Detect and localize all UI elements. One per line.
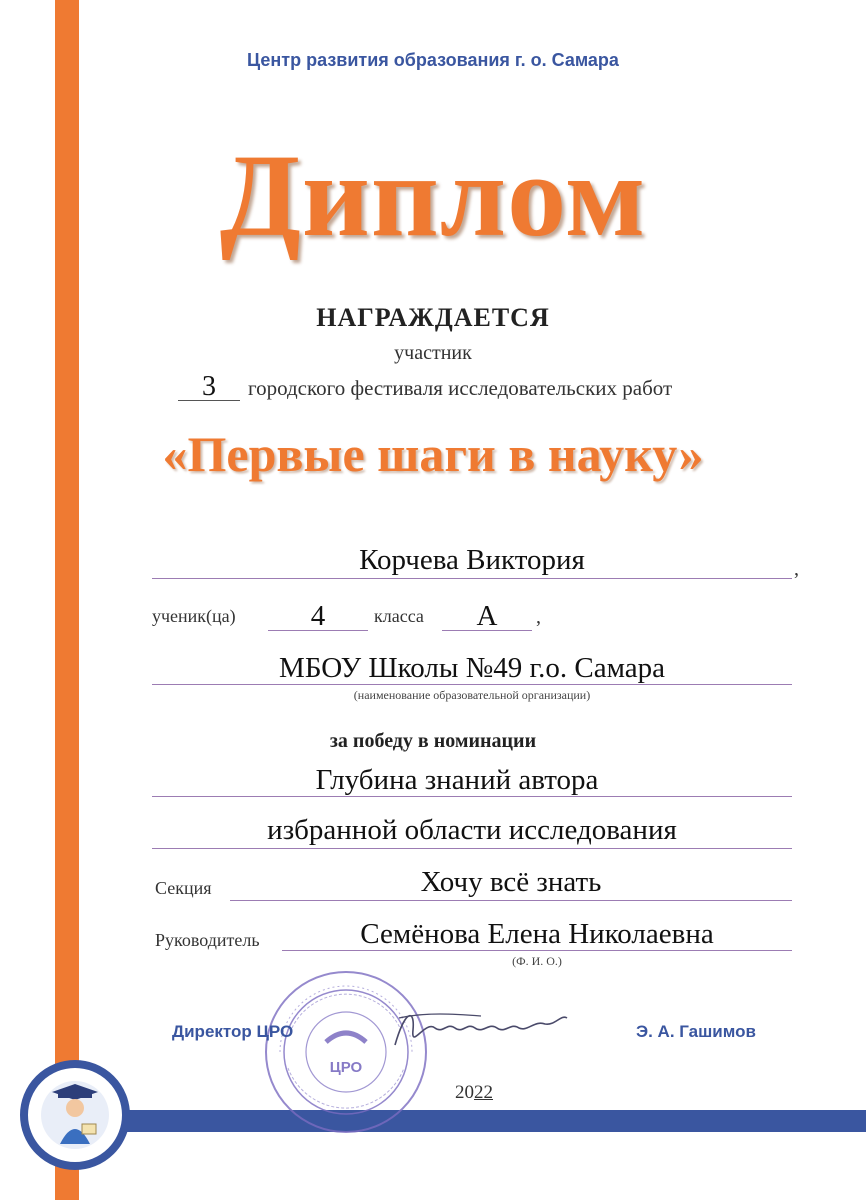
- director-name: Э. А. Гашимов: [636, 1022, 756, 1041]
- student-name-line: [152, 578, 792, 579]
- year: [455, 1082, 493, 1104]
- grade-value: 4: [310, 600, 326, 632]
- organization-header: Центр развития образования г. о. Самара: [247, 50, 619, 70]
- graduate-logo-icon: [38, 1078, 112, 1152]
- diploma-title: Диплом: [219, 130, 647, 261]
- director-signature: [385, 1000, 575, 1060]
- class-letter: А: [476, 600, 498, 632]
- nomination-line-2-rule: [152, 848, 792, 849]
- supervisor-label: Руководитель: [155, 930, 260, 950]
- director-label: Директор ЦРО: [172, 1022, 294, 1041]
- class-comma: ,: [536, 606, 541, 628]
- stamp-center-text: ЦРО: [329, 1059, 363, 1076]
- pupil-label: ученик(ца): [152, 606, 236, 626]
- festival-description: городского фестиваля исследовательских работ: [248, 376, 673, 400]
- year-prefix: 20: [455, 1082, 474, 1103]
- festival-line: [178, 371, 673, 402]
- class-line: [442, 630, 532, 631]
- awarded-heading: НАГРАЖДАЕТСЯ: [316, 303, 550, 332]
- section-value: Хочу всё знать: [420, 866, 602, 898]
- school-line: [152, 684, 792, 685]
- student-name: Корчева Виктория: [359, 544, 585, 576]
- supervisor-note: (Ф. И. О.): [512, 954, 562, 968]
- nomination-heading: за победу в номинации: [329, 730, 537, 752]
- year-suffix: 22: [474, 1082, 493, 1103]
- supervisor-name: Семёнова Елена Николаевна: [360, 918, 714, 950]
- class-label: класса: [374, 606, 424, 626]
- supervisor-line: [282, 950, 792, 951]
- section-line: [230, 900, 792, 901]
- festival-number: 3: [178, 374, 240, 401]
- blue-border-bar: [104, 1110, 866, 1132]
- festival-name: «Первые шаги в науку»: [162, 426, 704, 482]
- nomination-line-1: Глубина знаний автора: [315, 764, 599, 796]
- nomination-line-1-rule: [152, 796, 792, 797]
- nomination-line-2: избранной области исследования: [267, 814, 677, 846]
- grade-line: [268, 630, 368, 631]
- participant-label: участник: [394, 342, 472, 364]
- student-name-comma: ,: [794, 558, 799, 580]
- school-note: (наименование образовательной организации): [353, 688, 591, 702]
- section-label: Секция: [155, 878, 212, 898]
- school-name: МБОУ Школы №49 г.о. Самара: [279, 652, 665, 684]
